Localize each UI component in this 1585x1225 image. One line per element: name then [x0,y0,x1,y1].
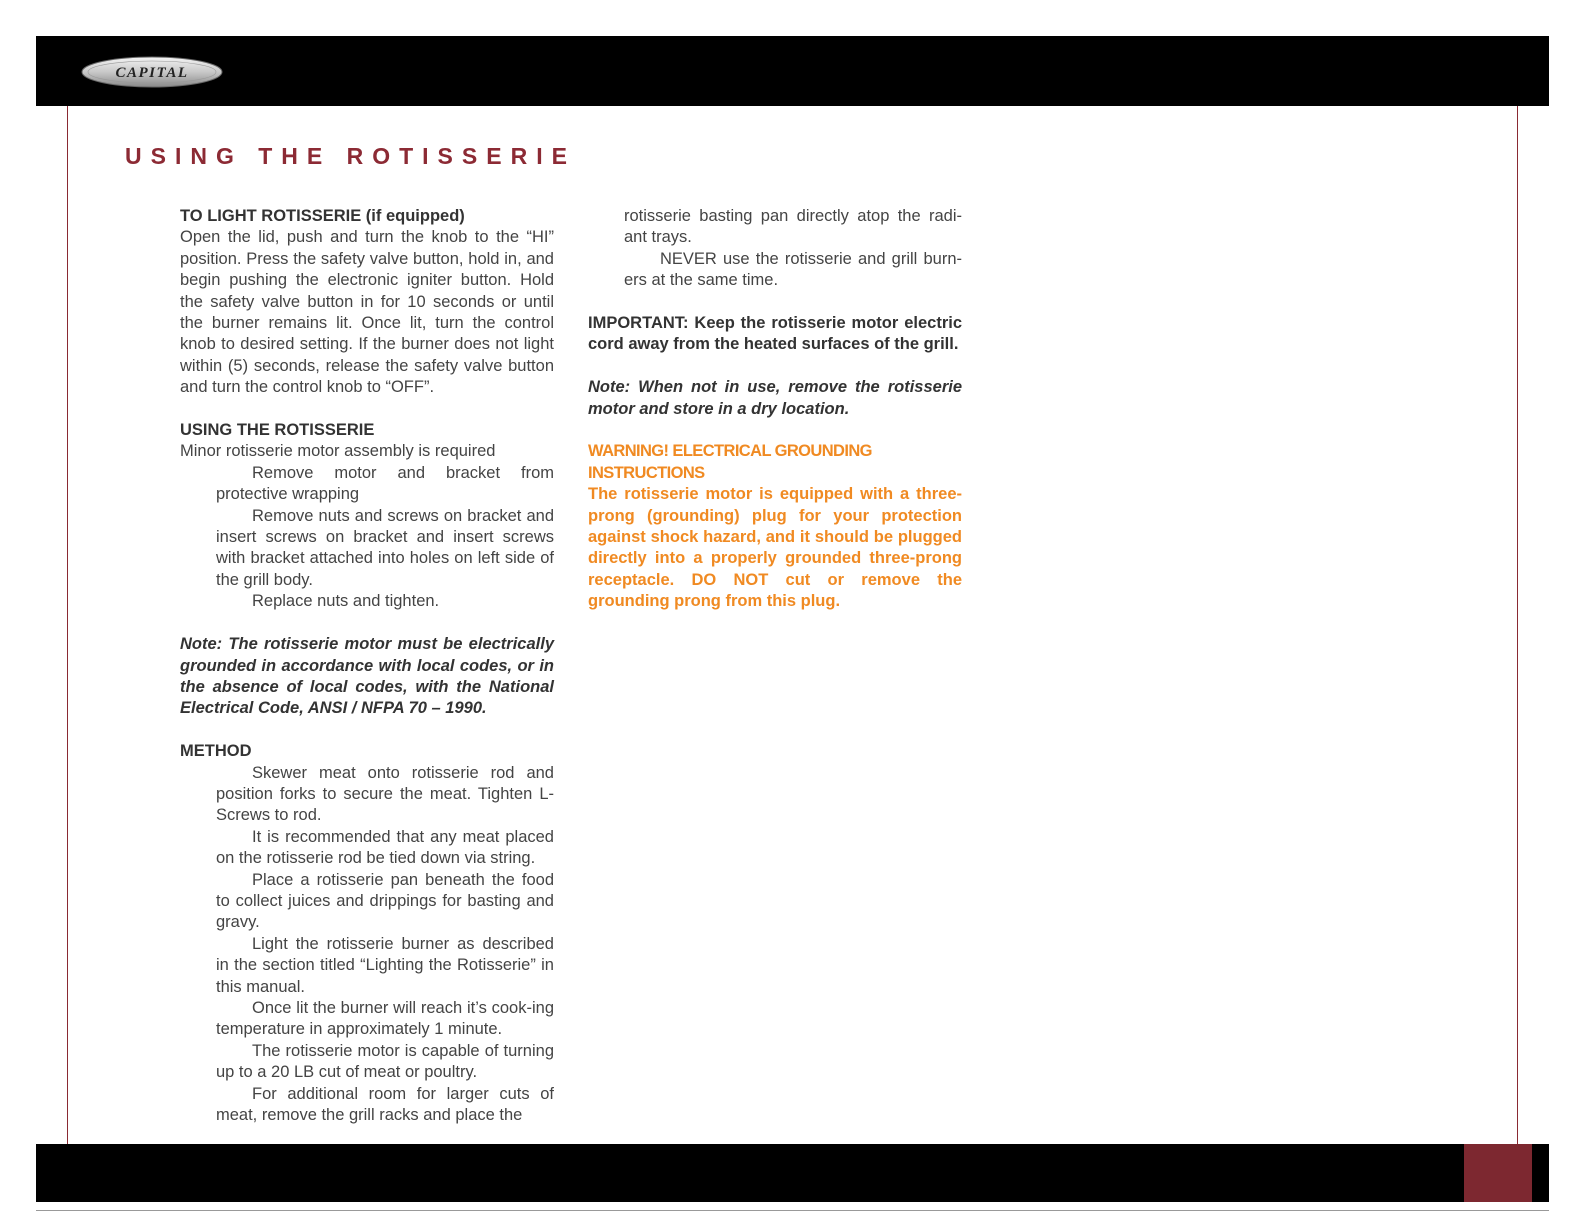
method-step: It is recommended that any meat placed on the rotisserie rod be tied down via string. [216,827,554,868]
using-heading: USING THE ROTISSERIE [180,421,375,440]
left-border-line [67,106,68,1144]
page-title: USING THE ROTISSERIE [125,143,576,169]
using-intro: Minor rotisserie motor assembly is required [180,442,496,461]
using-step: Remove nuts and screws on bracket and insert screws on bracket and insert screws with bracket attached into holes on left side of the grill body. [216,506,554,589]
warning-body: The rotisserie motor is equipped with a three-prong (grounding) plug for your protection against shock hazard, and it should be plugged directly into a properly grounded three-prong receptacle. DO NOT cut or remove the grounding prong from this plug. [588,485,962,611]
important-text: IMPORTANT: Keep the rotisserie motor electric cord away from the heated surfaces of the grill. [588,314,962,354]
method-step: For additional room for larger cuts of meat, remove the grill racks and place the [216,1084,554,1125]
method-step: Light the rotisserie burner as described in the section titled “Lighting the Rotisserie” in this manual. [216,934,554,996]
right-border-line [1517,106,1518,1144]
left-column [180,206,554,1126]
warning-heading: WARNING! ELECTRICAL GROUNDING INSTRUCTIONS [588,442,872,482]
light-body: Open the lid, push and turn the knob to the “HI” position. Press the safety valve button, hold in, and begin pushing the electronic igniter button. Hold the safety valve button in for 10 seconds or until the burner remains lit. Once lit, turn the control knob to desired setting. If the burner does not light within (5) seconds, release the safety valve button and turn the control knob to “OFF”. [180,228,554,397]
footer-bar [36,1144,1549,1202]
logo-text: CAPITAL [115,65,189,81]
never-text: NEVER use the rotisserie and grill burn-ers at the same time. [624,249,962,290]
method-heading: METHOD [180,742,252,761]
capital-logo [81,56,223,88]
method-step: Place a rotisserie pan beneath the food to collect juices and drippings for basting and gravy. [216,870,554,932]
method-step: Skewer meat onto rotisserie rod and position forks to secure the meat. Tighten L-Screws to rod. [216,763,554,825]
footer-hairline [36,1210,1549,1211]
right-column [588,206,962,613]
light-heading: TO LIGHT ROTISSERIE (if equipped) [180,207,465,225]
header-bar [36,36,1549,106]
method-step: The rotisserie motor is capable of turning up to a 20 LB cut of meat or poultry. [216,1041,554,1082]
page-tab [1464,1144,1532,1202]
grounding-note: Note: The rotisserie motor must be electrically grounded in accordance with local codes, or in the absence of local codes, with the National Electrical Code, ANSI / NFPA 70 – 1990. [180,635,554,718]
method-step: Once lit the burner will reach it’s cook-ing temperature in approximately 1 minute. [216,998,554,1039]
using-step: Remove motor and bracket from protective wrapping [216,463,554,504]
using-step: Replace nuts and tighten. [252,592,440,611]
storage-note: Note: When not in use, remove the rotisserie motor and store in a dry location. [588,378,962,418]
continued-text: rotisserie basting pan directly atop the radi-ant trays. [624,207,962,247]
